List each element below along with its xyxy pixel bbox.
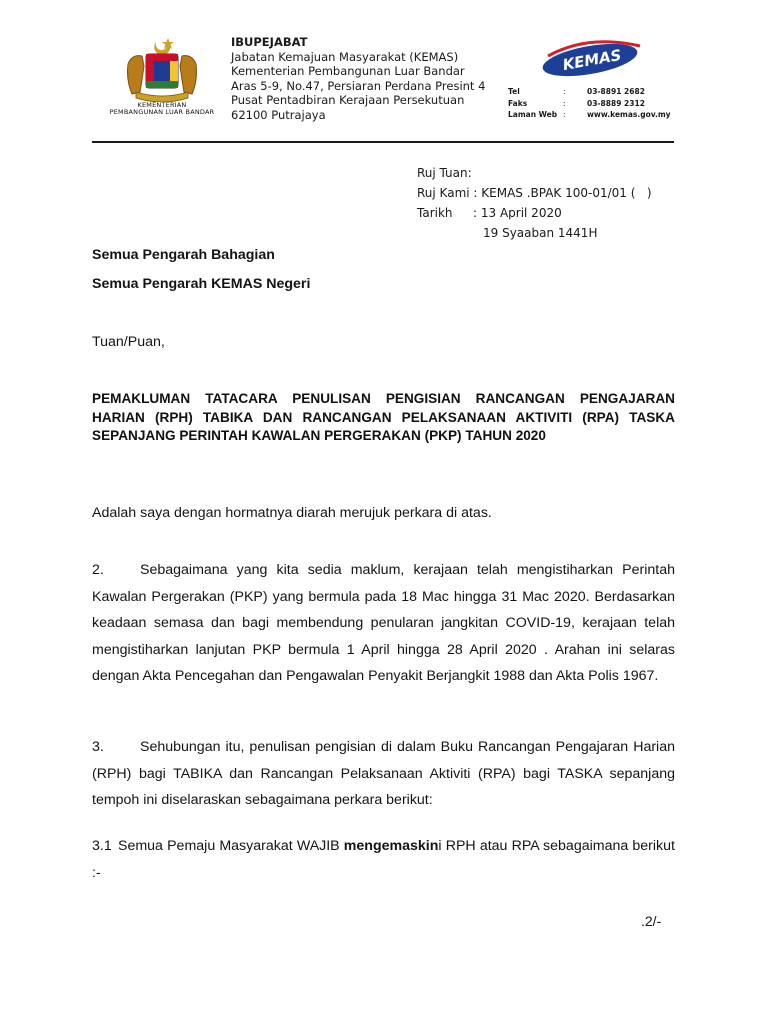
ruj-kami: Ruj Kami : KEMAS .BPAK 100-01/01 ( ) [417, 186, 652, 200]
ministry-name-small [104, 102, 220, 116]
office-address [231, 35, 485, 122]
malaysia-coat-of-arms-icon [122, 34, 202, 102]
ruj-tuan: Ruj Tuan: [417, 166, 472, 180]
address-line: Aras 5-9, No.47, Persiaran Perdana Presint 4 [231, 78, 486, 93]
address-hq: IBUPEJABAT [231, 35, 308, 49]
recipient-line: Semua Pengarah KEMAS Negeri [92, 276, 311, 292]
hijri-date: 19 Syaaban 1441H [483, 226, 598, 240]
contact-colon: : [563, 98, 566, 108]
address-line: Jabatan Kemajuan Masyarakat (KEMAS) [231, 49, 459, 64]
paragraph-text: Sebagaimana yang kita sedia maklum, kerajaan telah mengistiharkan Perintah Kawalan Pergerakan (PKP) yang bermula pada 18 Mac hingga 31 Mac 2020. Berdasarkan keadaan semasa dan bagi membendung penularan jangkitan COVID-19, kerajaan telah mengistiharkan lanjutan PKP bermula 1 April hingga 28 April 2020 . Arahan ini selaras dengan Akta Pencegahan dan Pengawalan Penyakit Berjangkit 1988 dan Akta Polis 1967. [92, 562, 675, 684]
greeting: Tuan/Puan, [92, 334, 165, 350]
reference-block [417, 163, 652, 243]
contact-value: www.kemas.gov.my [587, 110, 671, 119]
contact-value: 03-8889 2312 [587, 98, 645, 108]
paragraph-text-bold: mengemaskin [343, 838, 439, 854]
tarikh-value: : 13 April 2020 [473, 206, 562, 220]
paragraph-2 [92, 557, 675, 690]
contact-colon: : [563, 87, 566, 96]
paragraph-3 [92, 734, 675, 814]
intro-paragraph: Adalah saya dengan hormatnya diarah merujuk perkara di atas. [92, 505, 492, 521]
tarikh-label: Tarikh [417, 206, 453, 220]
contact-label: Laman Web [508, 110, 558, 119]
paragraph-number: 2. [92, 562, 104, 578]
address-line: 62100 Putrajaya [231, 107, 326, 122]
tarikh [417, 203, 652, 223]
kemas-logo [540, 36, 644, 85]
contact-details [508, 86, 671, 121]
paragraph-text-pre: Semua Pemaju Masyarakat WAJIB [118, 838, 344, 854]
paragraph-text: Sehubungan itu, penulisan pengisian di dalam Buku Rancangan Pengajaran Harian (RPH) bagi TABIKA dan Rancangan Pelaksanaan Aktiviti (RPA) bagi TASKA sepanjang tempoh ini diselaraskan sebagaimana perkara berikut: [92, 739, 675, 808]
paragraph-3-1 [92, 833, 675, 886]
logo-text: KEMAS [561, 45, 623, 75]
address-line: Kementerian Pembangunan Luar Bandar [231, 64, 465, 78]
ministry-small-line1: KEMENTERIAN [137, 101, 187, 109]
paragraph-number: 3. [92, 739, 104, 755]
recipient-line: Semua Pengarah Bahagian [92, 247, 275, 263]
letterhead-divider [92, 141, 674, 143]
address-line: Pusat Pentadbiran Kerajaan Persekutuan [231, 93, 465, 107]
ministry-small-line2: PEMBANGUNAN LUAR BANDAR [109, 108, 215, 116]
contact-row [508, 109, 671, 121]
contact-value: 03-8891 2682 [587, 87, 645, 96]
contact-colon: : [563, 110, 566, 119]
contact-label: Faks [508, 98, 528, 108]
paragraph-number: 3.1 [92, 838, 112, 854]
page-number: .2/- [641, 913, 662, 929]
contact-label: Tel [508, 87, 520, 96]
contact-row [508, 86, 671, 98]
kemas-logo-icon [540, 36, 644, 80]
contact-row [508, 98, 671, 110]
paragraph-text-post: i RPH atau RPA sebagaimana berikut :- [92, 838, 675, 881]
letter-subject: PEMAKLUMAN TATACARA PENULISAN PENGISIAN RANCANGAN PENGAJARAN HARIAN (RPH) TABIKA DAN RANCANGAN PELAKSANAAN AKTIVITI (RPA) TASKA SEPANJANG PERINTAH KAWALAN PERGERAKAN (PKP) TAHUN 2020 [92, 391, 675, 443]
